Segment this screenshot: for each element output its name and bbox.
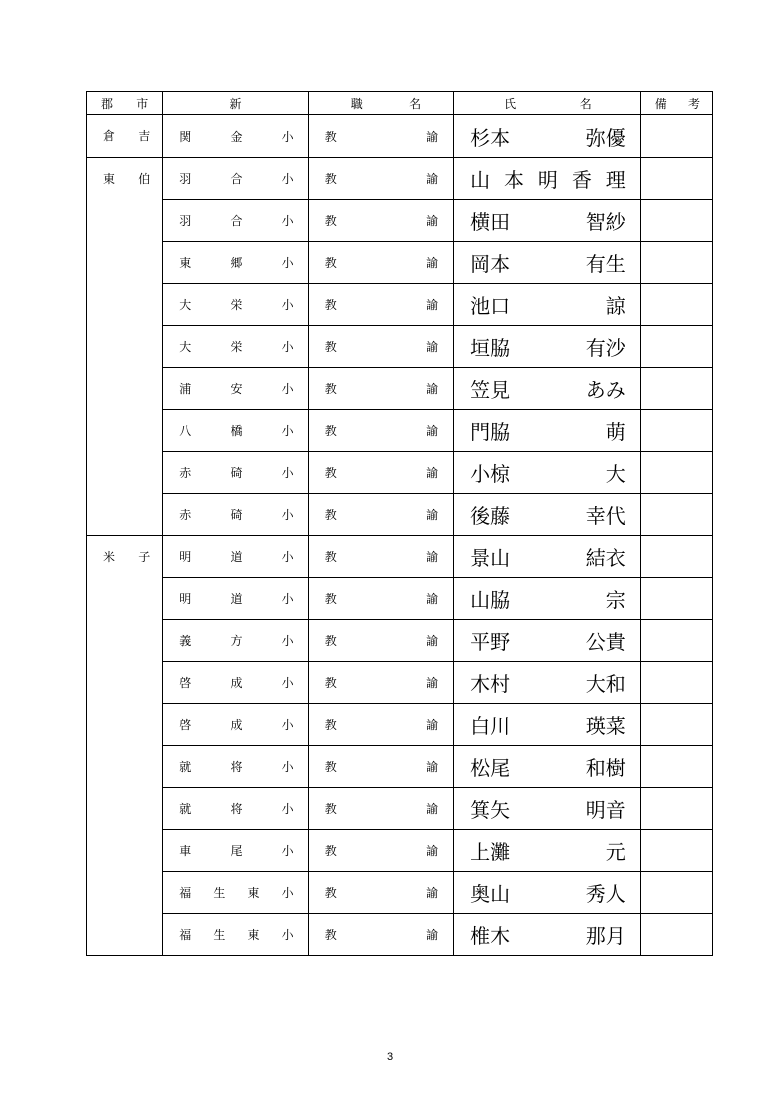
post-text: 教 諭 bbox=[324, 676, 439, 690]
note-cell bbox=[640, 578, 712, 620]
name-cell bbox=[454, 242, 641, 284]
note-cell bbox=[640, 914, 712, 956]
name-cell bbox=[454, 368, 641, 410]
note-cell bbox=[640, 410, 712, 452]
table-row bbox=[87, 115, 713, 158]
post-cell bbox=[308, 830, 453, 872]
name-cell bbox=[454, 452, 641, 494]
post-cell bbox=[308, 115, 453, 158]
school-text: 福 生 東 小 bbox=[179, 886, 294, 900]
note-cell bbox=[640, 620, 712, 662]
header-note: 備 考 bbox=[640, 92, 712, 115]
school-text: 東 郷 小 bbox=[179, 256, 294, 270]
table-row bbox=[87, 788, 713, 830]
post-cell bbox=[308, 578, 453, 620]
name-text: 松尾 和樹 bbox=[470, 756, 626, 780]
header-name: 氏 名 bbox=[454, 92, 641, 115]
name-cell bbox=[454, 158, 641, 200]
post-text: 教 諭 bbox=[324, 844, 439, 858]
header-post: 職 名 bbox=[308, 92, 453, 115]
name-text: 後藤 幸代 bbox=[470, 504, 626, 528]
post-text: 教 諭 bbox=[324, 886, 439, 900]
post-text: 教 諭 bbox=[324, 340, 439, 354]
post-cell bbox=[308, 452, 453, 494]
school-text: 関 金 小 bbox=[179, 129, 294, 144]
table-row bbox=[87, 746, 713, 788]
name-cell bbox=[454, 746, 641, 788]
post-cell bbox=[308, 410, 453, 452]
name-text: 山脇 宗 bbox=[470, 588, 626, 612]
table-row bbox=[87, 662, 713, 704]
note-cell bbox=[640, 326, 712, 368]
school-cell bbox=[163, 452, 308, 494]
note-cell bbox=[640, 368, 712, 410]
name-cell bbox=[454, 788, 641, 830]
name-cell bbox=[454, 704, 641, 746]
table-row bbox=[87, 410, 713, 452]
post-cell bbox=[308, 284, 453, 326]
note-cell bbox=[640, 788, 712, 830]
name-cell bbox=[454, 578, 641, 620]
school-text: 就 将 小 bbox=[179, 802, 294, 816]
school-text: 明 道 小 bbox=[179, 550, 294, 564]
area-cell bbox=[87, 115, 163, 158]
table-header bbox=[87, 92, 713, 115]
school-text: 赤 碕 小 bbox=[179, 508, 294, 522]
post-cell bbox=[308, 872, 453, 914]
table-row bbox=[87, 326, 713, 368]
note-cell bbox=[640, 158, 712, 200]
school-cell bbox=[163, 410, 308, 452]
table-row bbox=[87, 578, 713, 620]
name-text: 横田 智紗 bbox=[470, 210, 626, 234]
school-cell bbox=[163, 242, 308, 284]
school-cell bbox=[163, 284, 308, 326]
name-text: 木村 大和 bbox=[470, 672, 626, 696]
school-cell bbox=[163, 788, 308, 830]
table-row bbox=[87, 872, 713, 914]
name-cell bbox=[454, 662, 641, 704]
post-cell bbox=[308, 746, 453, 788]
name-cell bbox=[454, 494, 641, 536]
school-text: 車 尾 小 bbox=[179, 844, 294, 858]
name-cell bbox=[454, 830, 641, 872]
name-text: 笠見 あみ bbox=[470, 378, 626, 402]
post-cell bbox=[308, 704, 453, 746]
school-text: 羽 合 小 bbox=[179, 214, 294, 228]
note-cell bbox=[640, 536, 712, 578]
header-school: 新 bbox=[163, 92, 308, 115]
school-cell bbox=[163, 914, 308, 956]
note-cell bbox=[640, 704, 712, 746]
area-cell bbox=[87, 158, 163, 536]
table-row bbox=[87, 830, 713, 872]
note-cell bbox=[640, 494, 712, 536]
table-body bbox=[87, 115, 713, 956]
table-row bbox=[87, 914, 713, 956]
page-number: 3 bbox=[386, 1051, 394, 1063]
table-row bbox=[87, 284, 713, 326]
post-text: 教 諭 bbox=[324, 129, 439, 144]
name-text: 岡本 有生 bbox=[470, 252, 626, 276]
post-text: 教 諭 bbox=[324, 928, 439, 942]
post-text: 教 諭 bbox=[324, 802, 439, 816]
post-cell bbox=[308, 158, 453, 200]
name-text: 景山 結衣 bbox=[470, 546, 626, 570]
post-text: 教 諭 bbox=[324, 592, 439, 606]
post-text: 教 諭 bbox=[324, 298, 439, 312]
table-row bbox=[87, 704, 713, 746]
school-cell bbox=[163, 704, 308, 746]
school-text: 八 橋 小 bbox=[179, 424, 294, 438]
school-cell bbox=[163, 115, 308, 158]
school-cell bbox=[163, 368, 308, 410]
post-cell bbox=[308, 368, 453, 410]
school-cell bbox=[163, 326, 308, 368]
name-text: 山 本 明 香 理 bbox=[470, 168, 626, 192]
area-cell bbox=[87, 536, 163, 956]
name-cell bbox=[454, 914, 641, 956]
name-cell bbox=[454, 872, 641, 914]
name-cell bbox=[454, 410, 641, 452]
post-text: 教 諭 bbox=[324, 256, 439, 270]
school-text: 啓 成 小 bbox=[179, 718, 294, 732]
header-area: 郡 市 bbox=[87, 92, 163, 115]
table-row bbox=[87, 200, 713, 242]
post-cell bbox=[308, 662, 453, 704]
table-row bbox=[87, 620, 713, 662]
post-text: 教 諭 bbox=[324, 214, 439, 228]
personnel-table bbox=[86, 91, 713, 956]
note-cell bbox=[640, 830, 712, 872]
post-cell bbox=[308, 620, 453, 662]
post-text: 教 諭 bbox=[324, 760, 439, 774]
post-text: 教 諭 bbox=[324, 172, 439, 186]
school-cell bbox=[163, 494, 308, 536]
name-text: 奥山 秀人 bbox=[470, 882, 626, 906]
school-text: 義 方 小 bbox=[179, 634, 294, 648]
school-cell bbox=[163, 746, 308, 788]
name-text: 箕矢 明音 bbox=[470, 798, 626, 822]
post-cell bbox=[308, 242, 453, 284]
name-text: 上灘 元 bbox=[470, 840, 626, 864]
table-row bbox=[87, 158, 713, 200]
table-row bbox=[87, 368, 713, 410]
name-cell bbox=[454, 536, 641, 578]
note-cell bbox=[640, 200, 712, 242]
school-cell bbox=[163, 830, 308, 872]
note-cell bbox=[640, 662, 712, 704]
name-text: 小椋 大 bbox=[470, 462, 626, 486]
note-cell bbox=[640, 872, 712, 914]
name-cell bbox=[454, 326, 641, 368]
area-label: 倉 吉 bbox=[103, 128, 151, 143]
post-text: 教 諭 bbox=[324, 550, 439, 564]
post-text: 教 諭 bbox=[324, 718, 439, 732]
name-cell bbox=[454, 200, 641, 242]
school-cell bbox=[163, 200, 308, 242]
name-cell bbox=[454, 620, 641, 662]
table-row bbox=[87, 494, 713, 536]
name-text: 白川 瑛菜 bbox=[470, 714, 626, 738]
table-row bbox=[87, 536, 713, 578]
name-text: 杉本 弥優 bbox=[470, 125, 626, 150]
school-text: 赤 碕 小 bbox=[179, 466, 294, 480]
school-cell bbox=[163, 536, 308, 578]
name-text: 椎木 那月 bbox=[470, 924, 626, 948]
name-text: 門脇 萌 bbox=[470, 420, 626, 444]
name-text: 平野 公貴 bbox=[470, 630, 626, 654]
post-text: 教 諭 bbox=[324, 424, 439, 438]
school-cell bbox=[163, 578, 308, 620]
post-text: 教 諭 bbox=[324, 382, 439, 396]
school-cell bbox=[163, 620, 308, 662]
school-text: 就 将 小 bbox=[179, 760, 294, 774]
note-cell bbox=[640, 284, 712, 326]
school-cell bbox=[163, 662, 308, 704]
post-cell bbox=[308, 536, 453, 578]
name-text: 池口 諒 bbox=[470, 294, 626, 318]
school-text: 大 栄 小 bbox=[179, 298, 294, 312]
post-text: 教 諭 bbox=[324, 634, 439, 648]
post-cell bbox=[308, 788, 453, 830]
school-text: 浦 安 小 bbox=[179, 382, 294, 396]
table-row bbox=[87, 242, 713, 284]
area-label: 東 伯 bbox=[103, 171, 151, 186]
note-cell bbox=[640, 452, 712, 494]
note-cell bbox=[640, 746, 712, 788]
school-text: 羽 合 小 bbox=[179, 172, 294, 186]
school-text: 啓 成 小 bbox=[179, 676, 294, 690]
school-text: 明 道 小 bbox=[179, 592, 294, 606]
name-cell bbox=[454, 115, 641, 158]
table-row bbox=[87, 452, 713, 494]
post-text: 教 諭 bbox=[324, 508, 439, 522]
note-cell bbox=[640, 242, 712, 284]
name-cell bbox=[454, 284, 641, 326]
school-text: 大 栄 小 bbox=[179, 340, 294, 354]
area-label: 米 子 bbox=[103, 549, 151, 564]
school-cell bbox=[163, 158, 308, 200]
post-cell bbox=[308, 494, 453, 536]
note-cell bbox=[640, 115, 712, 158]
name-text: 垣脇 有沙 bbox=[470, 336, 626, 360]
post-cell bbox=[308, 326, 453, 368]
school-cell bbox=[163, 872, 308, 914]
post-text: 教 諭 bbox=[324, 466, 439, 480]
school-text: 福 生 東 小 bbox=[179, 928, 294, 942]
post-cell bbox=[308, 914, 453, 956]
post-cell bbox=[308, 200, 453, 242]
